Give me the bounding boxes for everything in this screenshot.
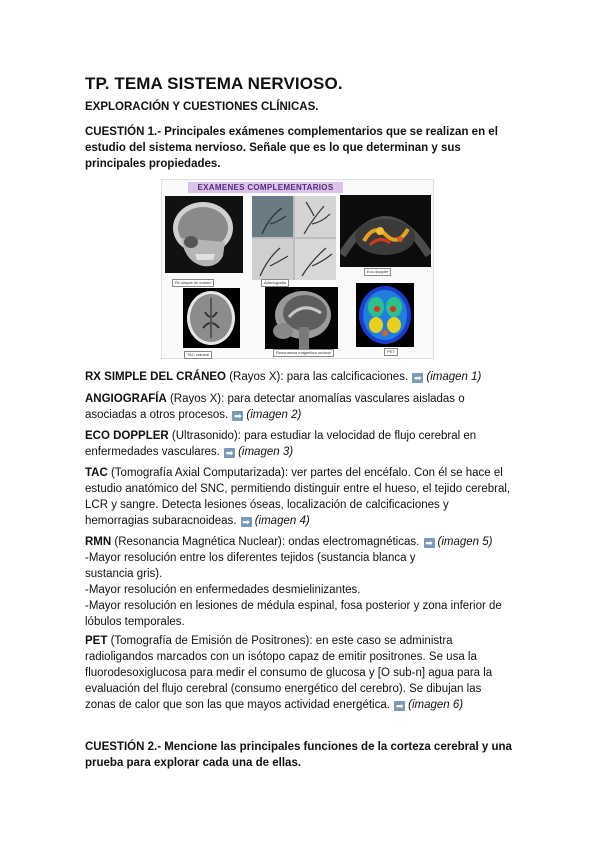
- figure-title: EXAMENES COMPLEMENTARIOS: [188, 182, 343, 193]
- ref-tac: (imagen 4): [254, 515, 310, 527]
- section-pet: [85, 633, 515, 713]
- page-subtitle: EXPLORACIÓN Y CUESTIONES CLÍNICAS.: [85, 101, 319, 113]
- rmn-bullet: -Mayor resolución entre los diferentes tejidos (sustancia blanca y sustancia gris).: [85, 552, 416, 580]
- arrow-icon: ➡: [225, 448, 234, 458]
- arrow-icon: ➡: [234, 411, 242, 421]
- caption-rmn: Resonancia magnética nuclear: [273, 349, 334, 357]
- term-angio: ANGIOGRAFÍA: [85, 393, 167, 405]
- ref-rmn: (imagen 5): [437, 536, 493, 548]
- term-rx: RX SIMPLE DEL CRÁNEO: [85, 371, 226, 383]
- caption-angio: Arteriografía: [261, 279, 289, 287]
- pet-image: [356, 283, 414, 347]
- caption-tac: TAC craneal: [184, 351, 212, 359]
- term-pet: PET: [85, 635, 108, 647]
- page-title: TP. TEMA SISTEMA NERVIOSO.: [85, 74, 343, 93]
- ref-rx: (imagen 1): [426, 371, 482, 383]
- rmn-heading: [85, 534, 515, 550]
- ref-eco: (imagen 3): [238, 446, 294, 458]
- text-tac: (Tomografía Axial Computarizada): ver partes del encéfalo. Con él se hace el estudio anatómico del SNC, permitiendo distinguir entre el hueso, el tejido cerebral, LCR y sangre. Detecta lesiones óseas, localización de calcificaciones y hemorragias subaracnoideas.: [85, 467, 511, 527]
- question-1: CUESTIÓN 1.- Principales exámenes complementarios que se realizan en el estudio del sistema nervioso. Señale que es lo que determinan y sus principales propiedades.: [85, 126, 498, 170]
- arrow-icon: ➡: [425, 538, 433, 548]
- tac-image: [183, 288, 240, 348]
- exams-figure: [161, 179, 434, 359]
- caption-xray: Rx simple de craneo: [172, 279, 214, 287]
- ref-angio: (imagen 2): [246, 409, 302, 421]
- section-rmn: [85, 534, 515, 630]
- rmn-bullet: -Mayor resolución en enfermedades desmielinizantes.: [85, 584, 361, 596]
- section-eco: [85, 428, 515, 460]
- skull-xray-image: [165, 196, 243, 273]
- question-2: CUESTIÓN 2.- Mencione las principales funciones de la corteza cerebral y una prueba para explorar cada una de ellas.: [85, 741, 512, 769]
- term-eco: ECO DOPPLER: [85, 430, 169, 442]
- section-rx: [85, 369, 515, 385]
- arrow-icon: ➡: [414, 373, 422, 383]
- doppler-image: [340, 195, 431, 267]
- text-eco: (Ultrasonido): para estudiar la velocidad de flujo cerebral en enfermedades vasculares.: [85, 430, 477, 458]
- text-pet: (Tomografía de Emisión de Positrones): en este caso se administra radioligandos marcados con un isótopo capaz de emitir positrones. Se usa la fluorodesoxiglucosa para medir el consumo de glucosa y [O sub-n] agua para la evaluación del flujo cerebral (consumo energético del cerebro). Se dibujan las zonas de calor que son las que mayos actividad energética.: [85, 635, 493, 711]
- text-angio: (Rayos X): para detectar anomalías vasculares aisladas o asociadas a otros procesos.: [85, 393, 465, 421]
- angiography-image: [252, 196, 336, 280]
- arrow-icon: ➡: [395, 701, 404, 711]
- text-rx: (Rayos X): para las calcificaciones.: [226, 371, 412, 383]
- section-tac: [85, 465, 515, 529]
- arrow-icon: ➡: [242, 517, 250, 527]
- text-rmn: (Resonancia Magnética Nuclear): ondas electromagnéticas.: [111, 536, 423, 548]
- term-rmn: RMN: [85, 536, 112, 548]
- section-angio: [85, 391, 515, 423]
- rmn-image: [265, 287, 338, 349]
- rmn-bullet: -Mayor resolución en lesiones de médula espinal, fosa posterior y zona inferior de lóbulos temporales.: [85, 600, 502, 628]
- term-tac: TAC: [85, 467, 108, 479]
- caption-pet: PET: [384, 348, 398, 356]
- caption-doppler: Eco doppler: [364, 268, 391, 276]
- ref-pet: (imagen 6): [408, 699, 464, 711]
